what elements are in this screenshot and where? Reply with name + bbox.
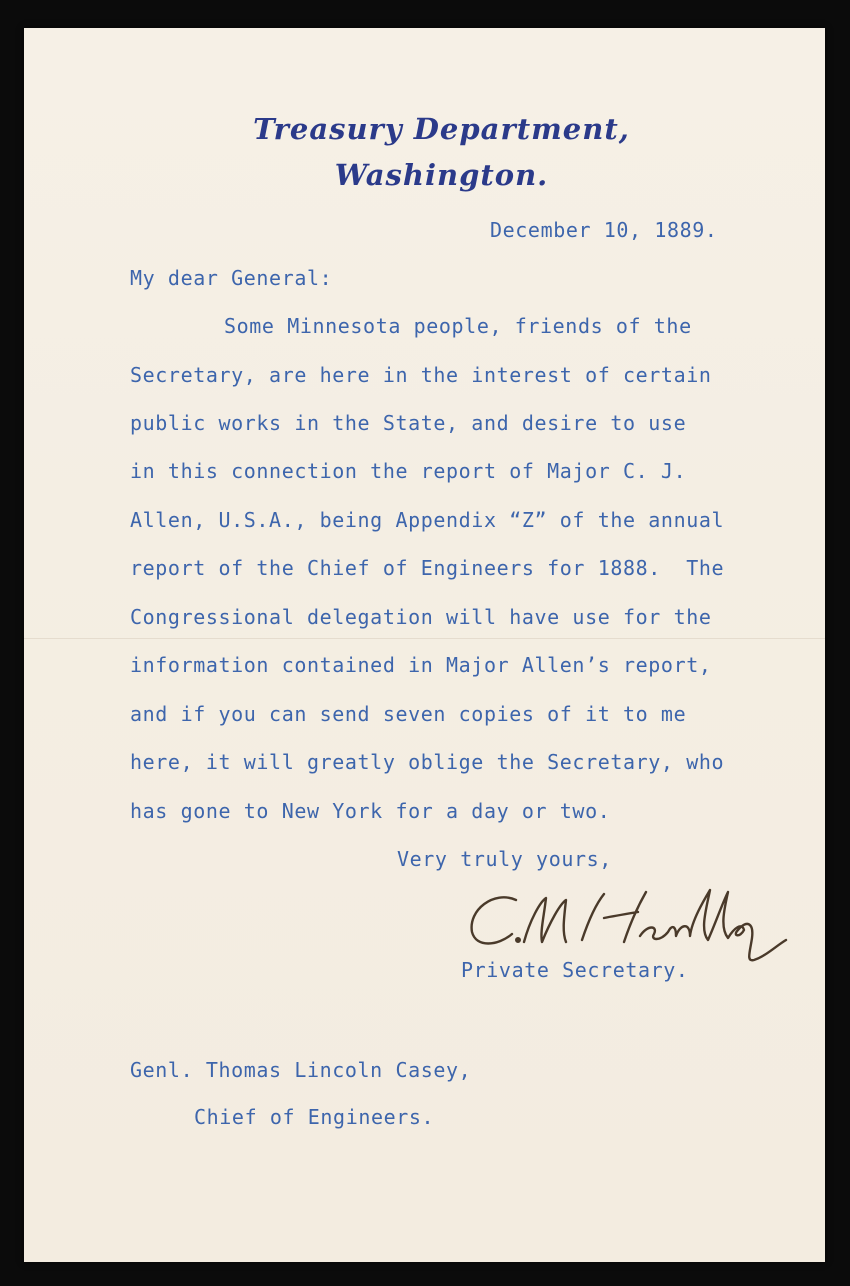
addressee-name: Genl. Thomas Lincoln Casey, xyxy=(130,1058,472,1082)
body-line: Some Minnesota people, friends of the xyxy=(224,314,692,338)
letterhead-city: Washington. xyxy=(334,158,549,192)
body-line: Allen, U.S.A., being Appendix “Z” of the annual xyxy=(130,508,725,532)
body-line: public works in the State, and desire to use xyxy=(130,411,687,435)
letterhead-title: Treasury Department, xyxy=(253,112,630,146)
addressee-title: Chief of Engineers. xyxy=(194,1105,435,1129)
body-line: Congressional delegation will have use for the xyxy=(130,605,712,629)
paper-fold xyxy=(24,638,825,639)
body-line: in this connection the report of Major C. J. xyxy=(130,459,687,483)
handwritten-signature xyxy=(454,880,794,970)
body-line: report of the Chief of Engineers for 1888. The xyxy=(130,556,725,580)
closing: Very truly yours, xyxy=(397,847,612,871)
body-line: Secretary, are here in the interest of certain xyxy=(130,363,712,387)
body-line: has gone to New York for a day or two. xyxy=(130,799,611,823)
letter-sheet xyxy=(24,28,825,1262)
signer-title: Private Secretary. xyxy=(461,958,689,982)
body-line: here, it will greatly oblige the Secretary, who xyxy=(130,750,725,774)
salutation: My dear General: xyxy=(130,266,333,290)
body-line: information contained in Major Allen’s report, xyxy=(130,653,712,677)
body-line: and if you can send seven copies of it to me xyxy=(130,702,687,726)
letter-date: December 10, 1889. xyxy=(490,218,718,242)
